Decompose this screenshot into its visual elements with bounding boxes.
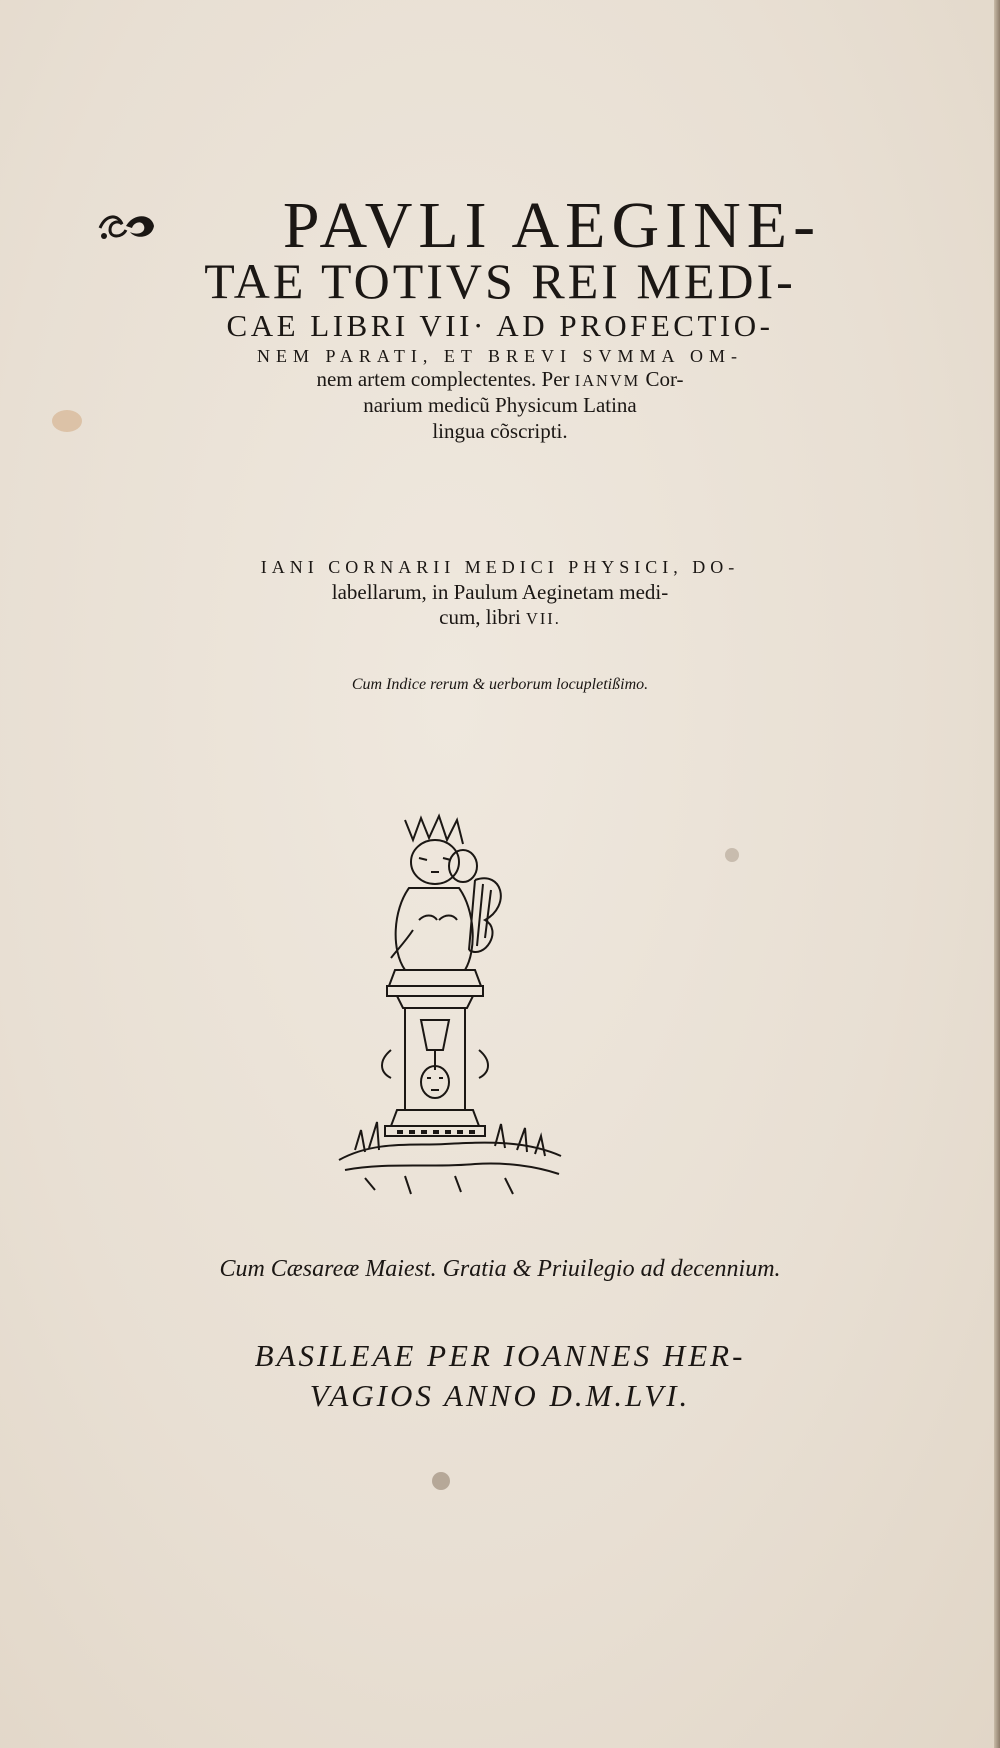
title-line-2: TAE TOTIVS REI MEDI- [204, 253, 796, 309]
title-line-1: PAVLI AEGINE- [282, 189, 822, 262]
imprint-line-2: VAGIOS ANNO D.M.LVI. [309, 1378, 691, 1413]
printers-device-woodcut [335, 810, 565, 1200]
index-note: Cum Indice rerum & uerborum locupletißimo. [351, 676, 649, 693]
commentary-line-3-a: cum, libri [439, 605, 527, 629]
title-line-3: CAE LIBRI VII· AD PROFECTIO- [226, 308, 774, 343]
title-line-5-c: Cor- [640, 367, 684, 391]
title-line-4: NEM PARATI, ET BREVI SVMMA OM- [256, 346, 744, 366]
commentary-line-3-b: VII. [526, 609, 561, 628]
title-line-7: lingua cõscripti. [432, 419, 568, 443]
imprint-line-1: BASILEAE PER IOANNES HER- [254, 1338, 746, 1373]
title-line-6: narium medicũ Physicum Latina [363, 393, 637, 417]
paper-spot [432, 1472, 450, 1490]
commentary-line-1: IANI CORNARII MEDICI PHYSICI, DO- [260, 557, 740, 577]
commentary-line-3 [0, 605, 1000, 630]
title-line-5 [0, 367, 1000, 392]
paper-spot [725, 848, 739, 862]
title-line-5-a: nem artem complectentes. Per [316, 367, 575, 391]
privilege-line: Cum Cæsareæ Maiest. Gratia & Priuilegio ad decennium. [219, 1256, 781, 1282]
title-line-5-b: IANVM [574, 371, 641, 390]
commentary-line-2: labellarum, in Paulum Aeginetam medi- [331, 580, 669, 604]
